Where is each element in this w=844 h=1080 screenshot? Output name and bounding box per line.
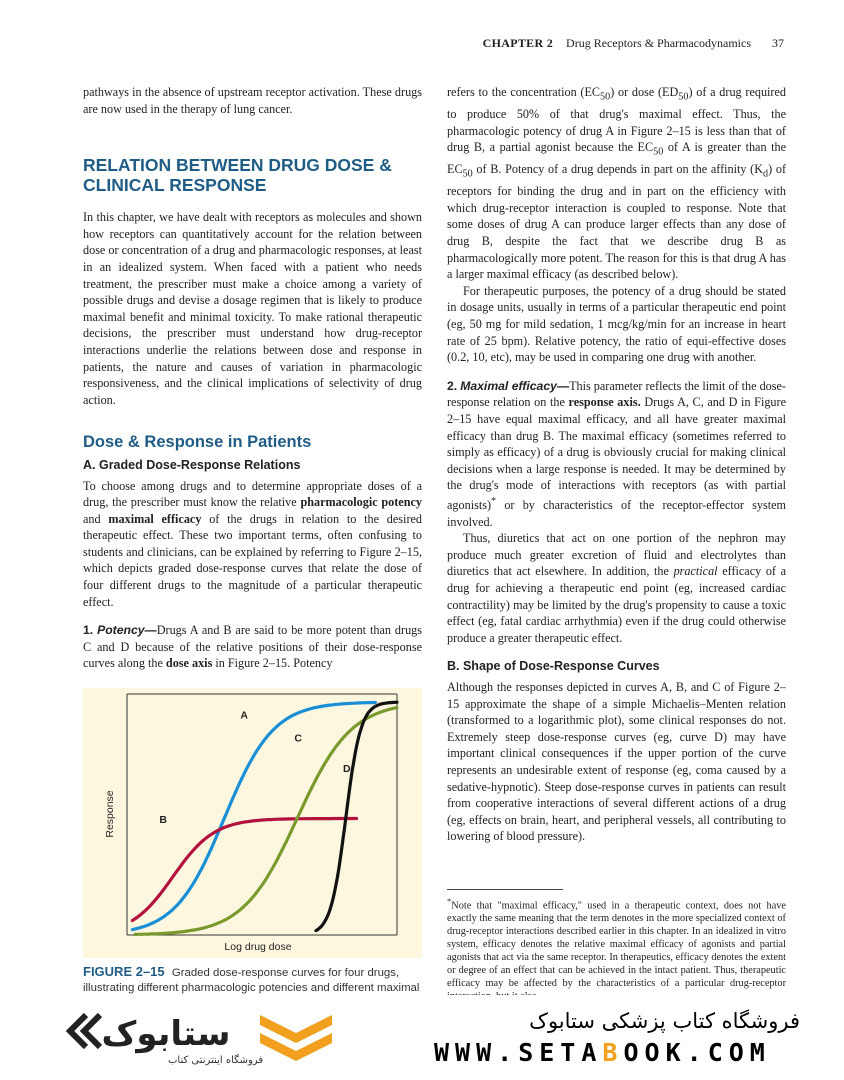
x-axis-label: Log drug dose [224, 941, 292, 953]
paragraph-potency: 1. Potency—Drugs A and B are said to be more potent than drugs C and D because of the relative positions of their dose-response curves along the dose axis in Figure 2–15. Potency [83, 623, 422, 671]
figure-label: FIGURE 2–15 [83, 964, 165, 979]
logo-text: ستابوک [101, 1014, 231, 1054]
paragraph-intro: pathways in the absence of upstream receptor activation. These drugs are now used in the therapy of lung cancer. [83, 85, 422, 116]
store-url: WWW.SETABOOK.COM [434, 1038, 771, 1067]
paragraph-maximal-efficacy: 2. Maximal efficacy—This parameter reflects the limit of the dose-response relation on the response axis. Drugs A, C, and D in Figure 2–15 have equal maximal efficacy, and all have greater maximal efficacy than drug B. The maximal efficacy (sometimes referred to simply as efficacy) of a drug is obviously crucial for making clinical decisions when a large response is needed. It may be determined by the drug's mode of interactions with receptors (as with partial agonists)* or by characteristics of the receptor-effector system involved. [447, 378, 786, 529]
heading-shape: B. Shape of Dose-Response Curves [447, 659, 660, 674]
logo-subtitle: فروشگاه اینترنتی کتاب [168, 1055, 264, 1066]
chevron-logo-icon [258, 1009, 334, 1061]
paragraph-chapter: In this chapter, we have dealt with receptors as molecules and shown how receptors can quantitatively account for the relation between dose or concentration of a drug and pharmacologic responses, at least in an idealized system. When faced with a patient who needs treatment, the prescriber must make a choice among a variety of possible drugs and devise a dosage regimen that is likely to produce maximal benefit and minimal toxicity. To make rational therapeutic decisions, the prescriber must understand how drug-receptor interactions underlie the relations between dose and response in patients, the nature and causes of variation in pharmacologic responsiveness, and the clinical implications of selectivity of drug action. [83, 210, 422, 407]
curve-label-b: B [159, 814, 167, 827]
watermark-banner [0, 995, 844, 1080]
paragraph-shape: Although the responses depicted in curves A, B, and C of Figure 2–15 approximate the shape of a simple Michaelis–Menten relation (transformed to a logarithmic plot), some clinical responses do not. Extremely steep dose-response curves (eg, curve D) may have important clinical consequences if the upper portion of the curve represents an undesirable extent of response (eg, coma caused by a sedative-hypnotic). Steep dose-response curves in patients can result from cooperative interactions of several different actions of a drug (eg, effects on brain, heart, and peripheral vessels, all contributing to lowering of blood pressure). [447, 679, 786, 844]
dose-response-chart [83, 688, 422, 958]
chapter-number: CHAPTER 2 [482, 36, 554, 50]
y-axis-label: Response [104, 790, 116, 838]
figure-caption-text: Graded dose-response curves for four drugs, illustrating different pharmacologic potencies and different maximal [83, 967, 420, 994]
section-heading-relation: RELATION BETWEEN DRUG DOSE & CLINICAL RESPONSE [83, 155, 392, 196]
figure-caption [83, 964, 422, 996]
chapter-title: Drug Receptors & Pharmacodynamics [566, 36, 751, 50]
curve-label-d: D [343, 762, 351, 775]
store-name: فروشگاه کتاب پزشکی ستابوک [529, 1009, 800, 1033]
left-column [83, 84, 422, 672]
paragraph-diuretics: Thus, diuretics that act on one portion of the nephron may produce much greater excretion of fluid and electrolytes than diuretics that act elsewhere. In addition, the practical efficacy of a drug for achieving a therapeutic end point (eg, increased cardiac contractility) may be limited by the drug's propensity to cause a toxic effect (eg, fatal cardiac arrhythmia) even if the drug could otherwise produce a greater therapeutic effect. [447, 531, 787, 645]
paragraph-ec50: refers to the concentration $(EC_{50})$ or dose $(ED_{50})$ of a drug required to produce 50% of that drug's maximal effect. Thus, the pharmacologic potency of drug A in Figure 2–15 is less than that of drug B, a partial agonist because the $EC_{50}$ of A is greater than the $EC_{50}$ of B. Potency of a drug depends in part on the affinity $(K_d)$ of receptors for binding the drug and in part on the efficiency with which drug-receptor interaction is coupled to response. Note that some doses of drug A can produce larger effects than any dose of drug B, despite the fact that we describe drug B as pharmacologically more potent. The reason for this is that drug A has a larger maximal efficacy (as described below). [447, 85, 786, 282]
footnote-rule [447, 889, 563, 890]
right-column [447, 84, 786, 845]
heading-graded-relations: A. Graded Dose-Response Relations [83, 457, 301, 472]
figure-2-15 [83, 688, 422, 963]
running-header [483, 36, 784, 51]
setabook-logo [66, 1007, 242, 1057]
curve-label-c: C [294, 732, 302, 745]
page-number: 37 [772, 36, 784, 50]
paragraph-choose: To choose among drugs and to determine appropriate doses of a drug, the prescriber must know the relative pharmacologic potency and maximal efficacy of the drugs in relation to the desired therapeutic effect. These two important terms, often confusing to students and clinicians, can be explained by referring to Figure 2–15, which depicts graded dose-response curves that relate the dose of four different drugs to the magnitude of a particular therapeutic effect. [83, 478, 423, 609]
footnote: *Note that "maximal efficacy," used in a therapeutic context, does not have exactly the same meaning that the term denotes in the more specialized context of drug-receptor interactions described earlier in this chapter. In an idealized in vitro system, efficacy denotes the relative maximal efficacy of agonists and partial agonists that act via the same receptor. In therapeutics, efficacy denotes the extent or degree of an effect that can be achieved in the intact patient. Thus, therapeutic efficacy may be affected by the characteristics of a particular drug-receptor [447, 896, 786, 990]
subsection-heading-dose: Dose & Response in Patients [83, 433, 312, 452]
figure-background [83, 688, 422, 958]
paragraph-therapeutic: For therapeutic purposes, the potency of a drug should be stated in dosage units, usually in terms of a particular therapeutic end point (eg, 50 mg for mild sedation, 1 mcg/kg/min for an increase in heart rate of 25 bpm). Relative potency, the ratio of equi-effective doses (0.2, 10, etc), may be used in comparing one drug with another. [447, 283, 786, 365]
curve-label-a: A [240, 709, 248, 722]
